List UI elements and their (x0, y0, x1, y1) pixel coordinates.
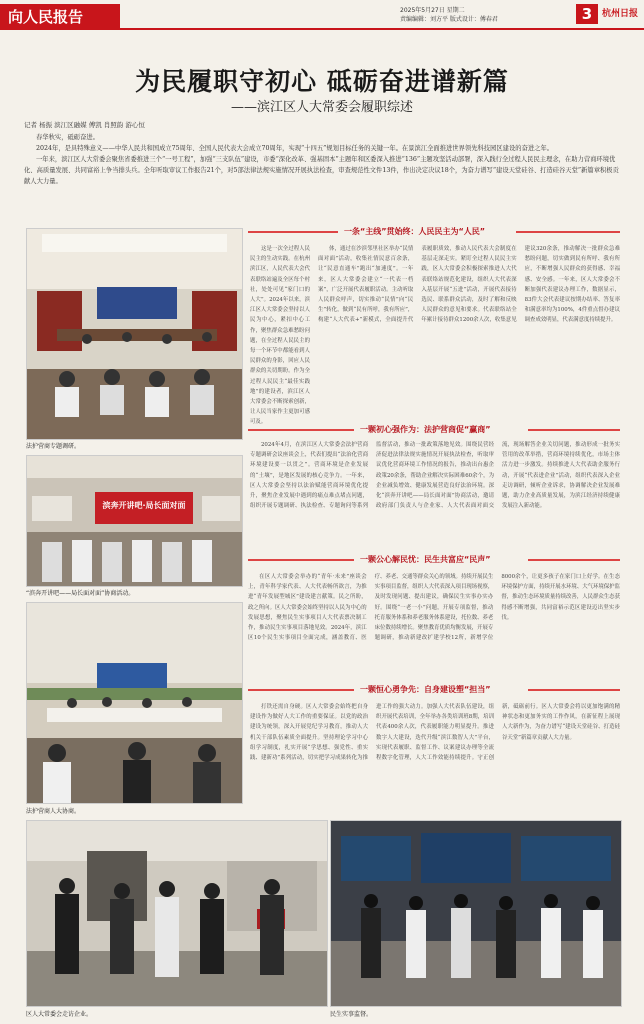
heading-rule-left (248, 559, 354, 561)
section-paragraph: 在区人大常委会举办的“青年·未来”座谈会上，青年科学家代表、人大代表畅所欲言，为推进“青年发展型城区”建设建言献策。民之所盼，政之所向。区人大常委会始终坚持以人民为中心的发展思想，聚焦民生实事项目人大代表票决制工作，推动民生实事项目落地见效。2024年，滨江区10个民生实事项目全面完成，涵盖教育、医疗、养老、交通等群众关心的领域。持续开展民生实事项目监督，组织人大代表深入项目现场视察，及时发现问题、提出建议，确保民生实事办实办好。围绕“一老一小”问题，开展专项监督，推动托育服务体系和养老服务体系建设，托位数、养老床位数持续增长。聚焦教育优质均衡发展，开展专题调研，推动新建改扩建学校12所，新增学位8000余个，让更多孩子在家门口上好学。在生态环境保护方面，持续开展水环境、大气环境保护监督，推动生态环境质量持续改善，人民群众生态获得感不断增强，共同富裕示范区建设迈出坚实步伐。 (248, 574, 620, 642)
photo-caption: 法护营商专题调研。 (26, 443, 81, 450)
section-paragraph: 这是一次全过程人民民主的生动实践。在杭州滨江区，人民代表大会代表联络站遍及全区每个村社，处处可见“家门口的人大”。2024年以来，滨江区人大常委会坚持以人民为中心，紧扣中心工作，聚焦群众急难愁盼问题，在全过程人民民主的每一个环节中都能看到人民群众的身影，回应人民群众的关切期盼。作为全过程人民民主“最佳实践地”的建设者，滨江区人大常委会不断探索创新，让人民当家作主更加可感可及。 (250, 246, 310, 426)
photo-enterprise-visit (26, 820, 328, 1007)
heading-rule-left (248, 231, 338, 233)
photo-consultation (26, 602, 243, 804)
header-info (400, 6, 498, 24)
consultation-image (27, 603, 242, 803)
section-text (250, 702, 620, 814)
photo-livelihood-supervision (330, 820, 622, 1007)
page-number: 3 (576, 4, 598, 24)
section-heading (248, 226, 620, 238)
section-name: 向人民报告 (0, 4, 120, 30)
intro-paragraph: 2024年，是具特殊意义——中华人民共和国成立75周年、全国人民代表大会成立70周年，实现“十四五”规划目标任务的关键一年。在景滨江全面推进世界领先科技园区建设的奋进之年。 (36, 145, 554, 152)
section-title: 一颗恒心勇争先：自身建设塑“担当” (360, 685, 491, 694)
section-paragraph: 体，通过在沙滨邻里社区举办“民情面对面”活动，收集社情民意百余条，让“民意直通车”跑出“加速度”。一年来，区人大常委会建立“一代表一档案”，广泛开展代表履职活动。主动听取人民群众呼声，切实推动“民情”向“民生”转化，做到“民有所呼，我有所应”，构建“人大代表+”新模式，全面提升代表履职质效，推动人民代表大会制度在基层走深走实。紧盯全过程人民民主实践，区人大常委会积极探索推进人大代表联络站规范化建设，组织人大代表深入基层开展“五进”活动，开展代表接待选民、联系群众活动，及时了解和反映人民群众的意见和要求。代表联络站全年累计接待群众1200余人次，收集意见建议320余条，推动解决一批群众急难愁盼问题，切实做到民有所呼、我有所应，不断增强人民群众的获得感、幸福感、安全感。一年来，区人大常委会不断加强代表建议办理工作，数据显示，83件大会代表建议按期办结率、答复率和满意率均为100%，4件重点督办建议调查成效明显，代表满意度持续提升。 (318, 246, 620, 324)
heading-rule-left (248, 429, 354, 431)
section-text (250, 440, 620, 552)
section-paragraph: 2024年4月，在滨江区人大常委会法护营商专题调研会议座谈会上，代表们提出“法治化营商环境建设要一以贯之”。营商环境是企业发展的“土壤”，是地区发展的核心竞争力。一年来，区人大常委会坚持以法治赋能营商环境优化提升，聚焦企业发展中遇到的痛点难点堵点问题，组织开展专题调研、执法检查、专题询问等系列监督活动，推动一批政策落地见效。围绕民营经济促进法律法规实施情况开展执法检查，听取审议优化营商环境工作情况的报告，推动出台惠企政策20余条，帮助企业解决实际困难60余个，为企业减负增效、健康发展营造良好法治环境。深化“滨奔开讲吧——局长面对面”协商活动，邀请政府部门负责人与企业家、人大代表面对面交流，现场解答企业关切问题，推动形成一批务实管用的改革举措，营商环境持续优化，市场主体活力进一步激发。持续推进人大代表助企服务行动，开展“代表进企业”活动，组织代表深入企业走访调研，倾听企业诉求，协调解决企业发展难题，助力企业高质量发展，为滨江经济持续健康发展注入新动能。 (250, 442, 620, 510)
heading-rule-right (528, 689, 620, 691)
section-heading (248, 684, 620, 696)
newspaper-logo: 杭州日报 (602, 9, 639, 19)
section-heading (248, 554, 620, 566)
photo-banner-event (26, 455, 243, 587)
header-rule (120, 28, 644, 30)
photo-caption: 区人大常委会走访企业。 (26, 1011, 93, 1018)
intro-paragraph: 一年来，滨江区人大常委会聚焦省委推进三个“一号工程”，加强“三支队伍”建设，市委“深化改革、强基固本”主题年和区委深入推进“136”主题攻坚活动部署，深入践行全过程人民民主理念，在助力营商环境优化、高质量发展、共同富裕上争当排头兵。全年听取审议工作报告21个，对5部法律法规实施情况开展执法检查，审查规范性文件13件，作出决定决议18个，为奋力谱写“建设天堂硅谷、打造硅谷天堂”新篇章积极贡献人大力量。 (24, 156, 619, 185)
heading-rule-left (248, 689, 354, 691)
intro-text (24, 132, 620, 187)
section-title: 一颗初心强作为：法护营商促“赢商” (360, 425, 491, 434)
section-text (248, 572, 620, 670)
byline: 记者 杨振 滨江区融媒 傅凯 肖照韵 游心恒 (24, 121, 145, 129)
section-paragraph: 打铁还需自身硬。区人大常委会始终把自身建设作为做好人大工作的重要保证。以党的政治建设为统领，深入开展党纪学习教育，推动人大机关干部队伍素质全面提升。坚持理论学习中心组学习制度，扎实开展“学思想、强党性、重实践、建新功”系列活动，切实把学习成果转化为推进工作的强大动力。加强人大代表队伍建设，组织开展代表培训，全年举办各类培训班8期，培训代表400余人次，代表履职能力明显提升。推进数字人大建设，迭代升级“滨江数智人大”平台，实现代表履职、监督工作、议案建议办理等全流程数字化管理，人大工作效能持续提升。守正创新，砥砺前行。区人大常委会将以更加饱满的精神状态和更加务实的工作作风，在新征程上展现人大新作为，为奋力谱写“建设天堂硅谷、打造硅谷天堂”新篇章贡献人大力量。 (250, 704, 620, 762)
section-text (250, 244, 310, 426)
section-title: 一颗公心解民忧：民生共富应“民声” (360, 555, 491, 564)
editor-line: 责编编辑：刘方平 版式设计：傅春君 (400, 16, 498, 23)
section-heading (248, 424, 620, 436)
meeting-room-image (27, 229, 242, 439)
heading-rule-right (528, 559, 620, 561)
photo-caption: 民生实事监督。 (330, 1011, 373, 1018)
intro-paragraph: 春华秋实，砥砺奋进。 (36, 134, 99, 141)
date-line: 2025年5月27日 星期二 (400, 7, 465, 14)
photo-meeting-room (26, 228, 243, 440)
livelihood-supervision-image (331, 821, 621, 1006)
section-title: 一条“主线”贯始终：人民民主为“人民” (344, 227, 486, 236)
article-title: 为民履职守初心 砥砺奋进谱新篇 (135, 67, 509, 96)
photo-caption: “滨奔开讲吧——局长面对面”协商活动。 (26, 590, 135, 597)
banner-event-image (27, 456, 242, 586)
article-subtitle: ——滨江区人大常委会履职综述 (230, 100, 413, 115)
enterprise-visit-image (27, 821, 327, 1006)
page-header (0, 0, 644, 42)
heading-rule-right (528, 429, 620, 431)
banner-text: 滨奔开讲吧·局长面对面 (102, 501, 186, 510)
heading-rule-right (516, 231, 620, 233)
photo-caption: 法护营商人大协商。 (26, 808, 81, 815)
section-text (318, 244, 620, 392)
